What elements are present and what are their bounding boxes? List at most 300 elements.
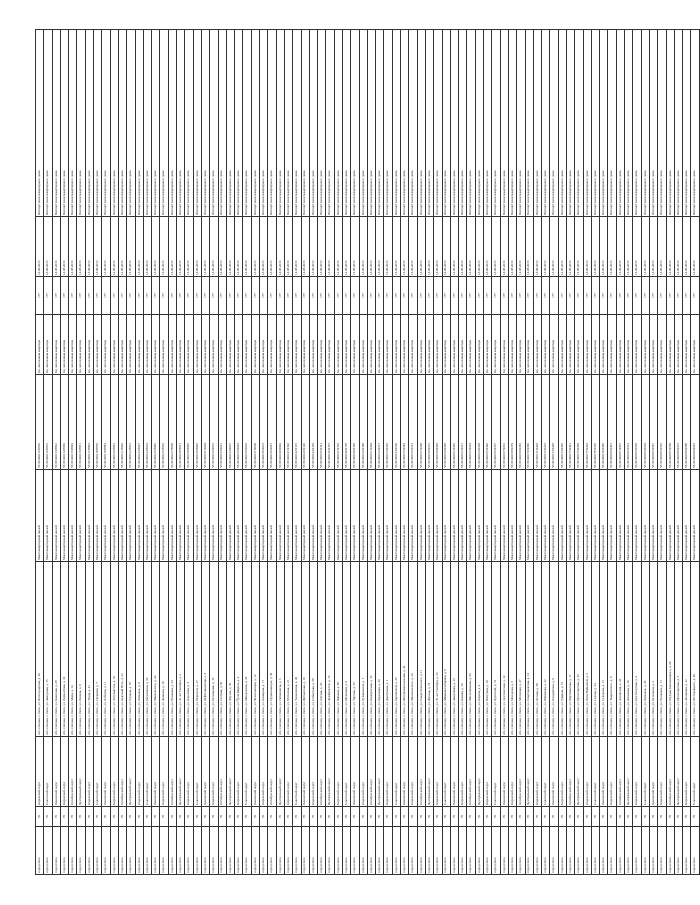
building-type-cell: Многоквартирный жилой	[152, 470, 160, 562]
table-row	[276, 30, 284, 875]
cadastral-number-cell: 55:36:040126:8952	[160, 375, 168, 470]
building-type-cell: Многоквартирный жилой	[135, 470, 143, 562]
date-cell: 14.08.2016	[450, 217, 458, 277]
area-cell: 177	[168, 277, 176, 315]
building-type-cell: Многоквартирный жилой	[641, 470, 649, 562]
building-type-cell: Многоквартирный жилой	[533, 470, 541, 562]
address-cell: обл. Омская, г. Омск, ул. Лукашевича, д. 7	[359, 562, 367, 737]
number-cell: 70	[666, 807, 674, 827]
cadastral-number-cell: 55:36:040129:8985	[185, 375, 193, 470]
table-row	[384, 30, 392, 875]
number-cell: 70	[517, 807, 525, 827]
number-cell: 70	[168, 807, 176, 827]
area-cell: 177	[467, 277, 475, 315]
unit-type-cell: Кв. заселенная квартира	[450, 315, 458, 375]
unit-type-cell: Кв. заселенная квартира	[550, 315, 558, 375]
settlement-cell: город Омск	[401, 827, 409, 875]
district-cell: Советский округ	[293, 737, 301, 807]
table-row	[251, 30, 259, 875]
area-cell: 177	[666, 277, 674, 315]
date-cell: 14.08.2016	[36, 217, 44, 277]
document-cell: Паспорт многоквартирного дома	[591, 30, 599, 217]
building-type-cell: Многоквартирный жилой	[508, 470, 516, 562]
number-cell: 70	[359, 807, 367, 827]
cadastral-number-cell: 55:36:040130:8993	[193, 375, 201, 470]
area-cell: 177	[401, 277, 409, 315]
unit-type-cell: Кв. заселенная квартира	[434, 315, 442, 375]
settlement-cell: город Омск	[293, 827, 301, 875]
address-cell: обл. Омская, г. Омск, ул. Нефтезаводская, д. 8	[201, 562, 209, 737]
document-cell: Паспорт многоквартирного дома	[392, 30, 400, 217]
address-cell: обл. Омская, г. Омск, ул. 10 лет Октября, д. 2	[177, 562, 185, 737]
district-cell: Октябрьский округ	[517, 737, 525, 807]
table-row	[600, 30, 608, 875]
document-cell: Паспорт многоквартирного дома	[666, 30, 674, 217]
number-cell: 70	[633, 807, 641, 827]
address-cell: обл. Омская, г. Омск, ул. Сибирская, д. 58	[309, 562, 317, 737]
table-row	[235, 30, 243, 875]
date-cell: 14.08.2016	[608, 217, 616, 277]
cadastral-number-cell: 55:36:040113:8822	[52, 375, 60, 470]
number-cell: 70	[575, 807, 583, 827]
table-row	[425, 30, 433, 875]
unit-type-cell: Кв. заселенная квартира	[425, 315, 433, 375]
number-cell: 70	[309, 807, 317, 827]
settlement-cell: город Омск	[409, 827, 417, 875]
district-cell: Октябрьский округ	[268, 737, 276, 807]
cadastral-number-cell: 55:36:040175:9441	[567, 375, 575, 470]
address-cell: обл. Омская, г. Омск, ул. Омская, д. 26	[318, 562, 326, 737]
area-cell: 177	[301, 277, 309, 315]
number-cell: 70	[85, 807, 93, 827]
cadastral-number-cell: 55:36:040183:9528	[633, 375, 641, 470]
date-cell: 14.08.2016	[542, 217, 550, 277]
settlement-cell: город Омск	[591, 827, 599, 875]
district-cell: Октябрьский округ	[616, 737, 624, 807]
cadastral-number-cell: 55:36:040145:9141	[318, 375, 326, 470]
area-cell: 177	[550, 277, 558, 315]
number-cell: 70	[475, 807, 483, 827]
settlement-cell: город Омск	[376, 827, 384, 875]
cadastral-number-cell: 55:36:040127:8968	[168, 375, 176, 470]
cadastral-number-cell: 55:36:040162:9311	[459, 375, 467, 470]
unit-type-cell: Кв. заселенная квартира	[542, 315, 550, 375]
document-cell: Паспорт многоквартирного дома	[94, 30, 102, 217]
table-row	[143, 30, 151, 875]
district-cell: Ленинский округ	[550, 737, 558, 807]
unit-type-cell: Кв. заселенная квартира	[318, 315, 326, 375]
date-cell: 14.08.2016	[475, 217, 483, 277]
unit-type-cell: Кв. заселенная квартира	[666, 315, 674, 375]
settlement-cell: город Омск	[52, 827, 60, 875]
settlement-cell: город Омск	[284, 827, 292, 875]
number-cell: 70	[36, 807, 44, 827]
district-cell: Кировский округ	[484, 737, 492, 807]
building-type-cell: Многоквартирный жилой	[143, 470, 151, 562]
address-cell: обл. Омская, г. Омск, ул. Конева, д. 30	[459, 562, 467, 737]
address-cell: обл. Омская, г. Омск, ул. Талалихина, д. 46	[293, 562, 301, 737]
area-cell: 177	[409, 277, 417, 315]
unit-type-cell: Кв. заселенная квартира	[60, 315, 68, 375]
document-cell: Паспорт многоквартирного дома	[409, 30, 417, 217]
building-type-cell: Многоквартирный жилой	[625, 470, 633, 562]
address-cell: обл. Омская, г. Омск, ул. Яковлева, д. 10	[625, 562, 633, 737]
number-cell: 70	[484, 807, 492, 827]
table-row	[60, 30, 68, 875]
building-type-cell: Многоквартирный жилой	[60, 470, 68, 562]
area-cell: 177	[517, 277, 525, 315]
document-cell: Паспорт многоквартирного дома	[558, 30, 566, 217]
district-cell: Центральный округ	[674, 737, 682, 807]
district-cell: Кировский округ	[608, 737, 616, 807]
document-cell: Паспорт многоквартирного дома	[218, 30, 226, 217]
table-row	[608, 30, 616, 875]
building-type-cell: Многоквартирный жилой	[442, 470, 450, 562]
number-cell: 70	[533, 807, 541, 827]
number-cell: 70	[334, 807, 342, 827]
building-type-cell: Многоквартирный жилой	[658, 470, 666, 562]
unit-type-cell: Кв. заселенная квартира	[367, 315, 375, 375]
number-cell: 70	[60, 807, 68, 827]
district-cell: Кировский округ	[110, 737, 118, 807]
address-cell: обл. Омская, г. Омск, ул. Маяковского, д. 44	[152, 562, 160, 737]
area-cell: 177	[459, 277, 467, 315]
date-cell: 14.08.2016	[417, 217, 425, 277]
unit-type-cell: Кв. заселенная квартира	[384, 315, 392, 375]
number-cell: 70	[401, 807, 409, 827]
date-cell: 14.08.2016	[243, 217, 251, 277]
area-cell: 177	[450, 277, 458, 315]
number-cell: 70	[467, 807, 475, 827]
address-cell: обл. Омская, г. Омск, ул. Тварковского, д. 8	[608, 562, 616, 737]
cadastral-number-cell: 55:36:040179:9486	[600, 375, 608, 470]
table-row	[467, 30, 475, 875]
unit-type-cell: Кв. заселенная квартира	[301, 315, 309, 375]
cadastral-number-cell: 55:36:040142:9115	[293, 375, 301, 470]
unit-type-cell: Кв. заселенная квартира	[284, 315, 292, 375]
district-cell: Ленинский округ	[152, 737, 160, 807]
area-cell: 177	[442, 277, 450, 315]
document-cell: Паспорт многоквартирного дома	[459, 30, 467, 217]
district-cell: Советский округ	[143, 737, 151, 807]
building-type-cell: Многоквартирный жилой	[683, 470, 691, 562]
number-cell: 70	[417, 807, 425, 827]
document-cell: Паспорт многоквартирного дома	[351, 30, 359, 217]
building-type-cell: Многоквартирный жилой	[127, 470, 135, 562]
table-row	[658, 30, 666, 875]
unit-type-cell: Кв. заселенная квартира	[467, 315, 475, 375]
cadastral-number-cell: 55:36:040115:8844	[69, 375, 77, 470]
number-cell: 70	[243, 807, 251, 827]
settlement-cell: город Омск	[185, 827, 193, 875]
table-row	[359, 30, 367, 875]
district-cell: Кировский округ	[658, 737, 666, 807]
cadastral-number-cell: 55:36:040187:9569	[666, 375, 674, 470]
date-cell: 14.08.2016	[351, 217, 359, 277]
district-cell: Советский округ	[193, 737, 201, 807]
document-cell: Паспорт многоквартирного дома	[401, 30, 409, 217]
address-cell: обл. Омская, г. Омск, ул. Суворова, д. 15	[600, 562, 608, 737]
building-type-cell: Многоквартирный жилой	[674, 470, 682, 562]
building-type-cell: Многоквартирный жилой	[425, 470, 433, 562]
district-cell: Советский округ	[44, 737, 52, 807]
date-cell: 14.08.2016	[674, 217, 682, 277]
area-cell: 177	[284, 277, 292, 315]
table-row	[210, 30, 218, 875]
table-row	[475, 30, 483, 875]
building-type-cell: Многоквартирный жилой	[608, 470, 616, 562]
table-row	[77, 30, 85, 875]
cadastral-number-cell: 55:36:040159:9283	[434, 375, 442, 470]
unit-type-cell: Кв. заселенная квартира	[218, 315, 226, 375]
area-cell: 177	[359, 277, 367, 315]
document-cell: Паспорт многоквартирного дома	[550, 30, 558, 217]
unit-type-cell: Кв. заселенная квартира	[351, 315, 359, 375]
building-type-cell: Многоквартирный жилой	[185, 470, 193, 562]
cadastral-number-cell: 55:36:040157:9268	[417, 375, 425, 470]
area-cell: 177	[583, 277, 591, 315]
cadastral-number-cell: 55:36:040144:9136	[309, 375, 317, 470]
settlement-cell: город Омск	[600, 827, 608, 875]
document-cell: Паспорт многоквартирного дома	[177, 30, 185, 217]
unit-type-cell: Кв. заселенная квартира	[409, 315, 417, 375]
area-cell: 177	[616, 277, 624, 315]
district-cell: Октябрьский округ	[118, 737, 126, 807]
district-cell: Кировский округ	[359, 737, 367, 807]
date-cell: 14.08.2016	[260, 217, 268, 277]
document-cell: Паспорт многоквартирного дома	[60, 30, 68, 217]
address-cell: обл. Омская, г. Омск, ул. Шукшина, д. 9	[342, 562, 350, 737]
date-cell: 14.08.2016	[284, 217, 292, 277]
area-cell: 177	[558, 277, 566, 315]
cadastral-number-cell: 55:36:040124:8933	[143, 375, 151, 470]
area-cell: 177	[210, 277, 218, 315]
number-cell: 70	[268, 807, 276, 827]
table-row	[691, 30, 699, 875]
building-type-cell: Многоквартирный жилой	[110, 470, 118, 562]
address-cell: обл. Омская, г. Омск, ул. Лобкова, д. 11	[102, 562, 110, 737]
unit-type-cell: Кв. заселенная квартира	[193, 315, 201, 375]
document-cell: Паспорт многоквартирного дома	[77, 30, 85, 217]
document-cell: Паспорт многоквартирного дома	[575, 30, 583, 217]
area-cell: 177	[342, 277, 350, 315]
address-cell: обл. Омская, г. Омск, ул. Орджоникидзе, д. 39	[268, 562, 276, 737]
document-cell: Паспорт многоквартирного дома	[185, 30, 193, 217]
district-cell: Центральный округ	[425, 737, 433, 807]
unit-type-cell: Кв. заселенная квартира	[417, 315, 425, 375]
number-cell: 70	[69, 807, 77, 827]
document-cell: Паспорт многоквартирного дома	[450, 30, 458, 217]
cadastral-number-cell: 55:36:040158:9272	[425, 375, 433, 470]
area-cell: 177	[434, 277, 442, 315]
cadastral-number-cell: 55:36:040163:9324	[467, 375, 475, 470]
settlement-cell: город Омск	[658, 827, 666, 875]
settlement-cell: город Омск	[118, 827, 126, 875]
table-row	[218, 30, 226, 875]
cadastral-number-cell: 55:36:040180:9491	[608, 375, 616, 470]
cadastral-number-cell: 55:36:040150:9199	[359, 375, 367, 470]
date-cell: 14.08.2016	[334, 217, 342, 277]
document-cell: Паспорт многоквартирного дома	[517, 30, 525, 217]
document-cell: Паспорт многоквартирного дома	[251, 30, 259, 217]
building-type-cell: Многоквартирный жилой	[334, 470, 342, 562]
settlement-cell: город Омск	[36, 827, 44, 875]
cadastral-number-cell: 55:36:040148:9178	[342, 375, 350, 470]
district-cell: Советский округ	[691, 737, 699, 807]
document-cell: Паспорт многоквартирного дома	[334, 30, 342, 217]
district-cell: Центральный округ	[77, 737, 85, 807]
address-cell: обл. Омская, г. Омск, ул. Полторацкого, д. 40	[691, 562, 699, 737]
number-cell: 70	[276, 807, 284, 827]
district-cell: Октябрьский округ	[168, 737, 176, 807]
number-cell: 70	[326, 807, 334, 827]
address-cell: обл. Омская, г. Омск, ул. Малиновского, д. 20	[409, 562, 417, 737]
settlement-cell: город Омск	[533, 827, 541, 875]
date-cell: 14.08.2016	[301, 217, 309, 277]
cadastral-number-cell: 55:36:040177:9463	[583, 375, 591, 470]
building-type-cell: Многоквартирный жилой	[201, 470, 209, 562]
unit-type-cell: Кв. заселенная квартира	[334, 315, 342, 375]
number-cell: 70	[226, 807, 234, 827]
settlement-cell: город Омск	[301, 827, 309, 875]
area-cell: 177	[658, 277, 666, 315]
table-row	[641, 30, 649, 875]
settlement-cell: город Омск	[177, 827, 185, 875]
unit-type-cell: Кв. заселенная квартира	[201, 315, 209, 375]
area-cell: 177	[633, 277, 641, 315]
number-cell: 70	[450, 807, 458, 827]
address-cell: обл. Омская, г. Омск, ул. Королёва, д. 5	[185, 562, 193, 737]
date-cell: 14.08.2016	[318, 217, 326, 277]
building-type-cell: Многоквартирный жилой	[367, 470, 375, 562]
number-cell: 70	[284, 807, 292, 827]
address-cell: обл. Омская, г. Омск, ул. Кондратюка, д. 9	[550, 562, 558, 737]
building-type-cell: Многоквартирный жилой	[85, 470, 93, 562]
document-cell: Паспорт многоквартирного дома	[210, 30, 218, 217]
date-cell: 14.08.2016	[135, 217, 143, 277]
address-cell: обл. Омская, г. Омск, ул. Интернациональная, д. 42	[401, 562, 409, 737]
building-type-cell: Многоквартирный жилой	[284, 470, 292, 562]
settlement-cell: город Омск	[77, 827, 85, 875]
cadastral-number-cell: 55:36:040128:8971	[177, 375, 185, 470]
table-row	[633, 30, 641, 875]
unit-type-cell: Кв. заселенная квартира	[508, 315, 516, 375]
unit-type-cell: Кв. заселенная квартира	[69, 315, 77, 375]
address-cell: обл. Омская, г. Омск, ул. Пушкина, д. 71	[658, 562, 666, 737]
building-type-cell: Многоквартирный жилой	[351, 470, 359, 562]
settlement-cell: город Омск	[110, 827, 118, 875]
document-cell: Паспорт многоквартирного дома	[658, 30, 666, 217]
district-cell: Советский округ	[392, 737, 400, 807]
date-cell: 14.08.2016	[193, 217, 201, 277]
date-cell: 14.08.2016	[392, 217, 400, 277]
building-type-cell: Многоквартирный жилой	[600, 470, 608, 562]
building-type-cell: Многоквартирный жилой	[118, 470, 126, 562]
date-cell: 14.08.2016	[268, 217, 276, 277]
address-cell: обл. Омская, г. Омск, ул. Арктическая, д. 12	[500, 562, 508, 737]
document-cell: Паспорт многоквартирного дома	[649, 30, 657, 217]
building-type-cell: Многоквартирный жилой	[301, 470, 309, 562]
address-cell: обл. Омская, г. Омск, ул. Менделеева, д. 24	[243, 562, 251, 737]
settlement-cell: город Омск	[633, 827, 641, 875]
building-type-cell: Многоквартирный жилой	[691, 470, 699, 562]
unit-type-cell: Кв. заселенная квартира	[268, 315, 276, 375]
building-type-cell: Многоквартирный жилой	[193, 470, 201, 562]
table-row	[94, 30, 102, 875]
cadastral-number-cell: 55:36:040133:9021	[218, 375, 226, 470]
settlement-cell: город Омск	[226, 827, 234, 875]
cadastral-number-cell: 55:36:040172:9415	[542, 375, 550, 470]
settlement-cell: город Омск	[367, 827, 375, 875]
area-cell: 177	[625, 277, 633, 315]
address-cell: обл. Омская, г. Омск, ул. Дмитриева, д. 1	[384, 562, 392, 737]
table-row	[450, 30, 458, 875]
district-cell: Октябрьский округ	[417, 737, 425, 807]
district-cell: Кировский округ	[459, 737, 467, 807]
table-row	[583, 30, 591, 875]
building-type-cell: Многоквартирный жилой	[77, 470, 85, 562]
district-cell: Кировский округ	[235, 737, 243, 807]
number-cell: 70	[177, 807, 185, 827]
cadastral-number-cell: 55:36:040137:9068	[251, 375, 259, 470]
cadastral-number-cell: 55:36:040132:9016	[210, 375, 218, 470]
building-type-cell: Многоквартирный жилой	[575, 470, 583, 562]
document-cell: Паспорт многоквартирного дома	[417, 30, 425, 217]
unit-type-cell: Кв. заселенная квартира	[293, 315, 301, 375]
table-row	[376, 30, 384, 875]
area-cell: 177	[674, 277, 682, 315]
settlement-cell: город Омск	[683, 827, 691, 875]
unit-type-cell: Кв. заселенная квартира	[309, 315, 317, 375]
building-type-cell: Многоквартирный жилой	[409, 470, 417, 562]
district-cell: Ленинский округ	[251, 737, 259, 807]
unit-type-cell: Кв. заселенная квартира	[235, 315, 243, 375]
date-cell: 14.08.2016	[85, 217, 93, 277]
table-row	[683, 30, 691, 875]
table-row	[500, 30, 508, 875]
date-cell: 14.08.2016	[201, 217, 209, 277]
building-type-cell: Многоквартирный жилой	[567, 470, 575, 562]
district-cell: Октябрьский округ	[69, 737, 77, 807]
unit-type-cell: Кв. заселенная квартира	[567, 315, 575, 375]
settlement-cell: город Омск	[160, 827, 168, 875]
area-cell: 177	[600, 277, 608, 315]
area-cell: 177	[542, 277, 550, 315]
district-cell: Центральный округ	[525, 737, 533, 807]
building-type-cell: Многоквартирный жилой	[666, 470, 674, 562]
district-cell: Советский округ	[542, 737, 550, 807]
date-cell: 14.08.2016	[558, 217, 566, 277]
building-type-cell: Многоквартирный жилой	[102, 470, 110, 562]
building-type-cell: Многоквартирный жилой	[260, 470, 268, 562]
district-cell: Центральный округ	[226, 737, 234, 807]
area-cell: 177	[69, 277, 77, 315]
building-type-cell: Многоквартирный жилой	[517, 470, 525, 562]
settlement-cell: город Омск	[326, 827, 334, 875]
district-cell: Ленинский округ	[600, 737, 608, 807]
address-cell: обл. Омская, г. Омск, ул. Мамина-Сибиряка, д. 8	[442, 562, 450, 737]
date-cell: 14.08.2016	[94, 217, 102, 277]
building-type-cell: Многоквартирный жилой	[376, 470, 384, 562]
cadastral-number-cell: 55:36:040171:9403	[533, 375, 541, 470]
unit-type-cell: Кв. заселенная квартира	[691, 315, 699, 375]
settlement-cell: город Омск	[425, 827, 433, 875]
unit-type-cell: Кв. заселенная квартира	[616, 315, 624, 375]
building-type-cell: Многоквартирный жилой	[417, 470, 425, 562]
table-row	[201, 30, 209, 875]
table-row	[492, 30, 500, 875]
settlement-cell: город Омск	[309, 827, 317, 875]
